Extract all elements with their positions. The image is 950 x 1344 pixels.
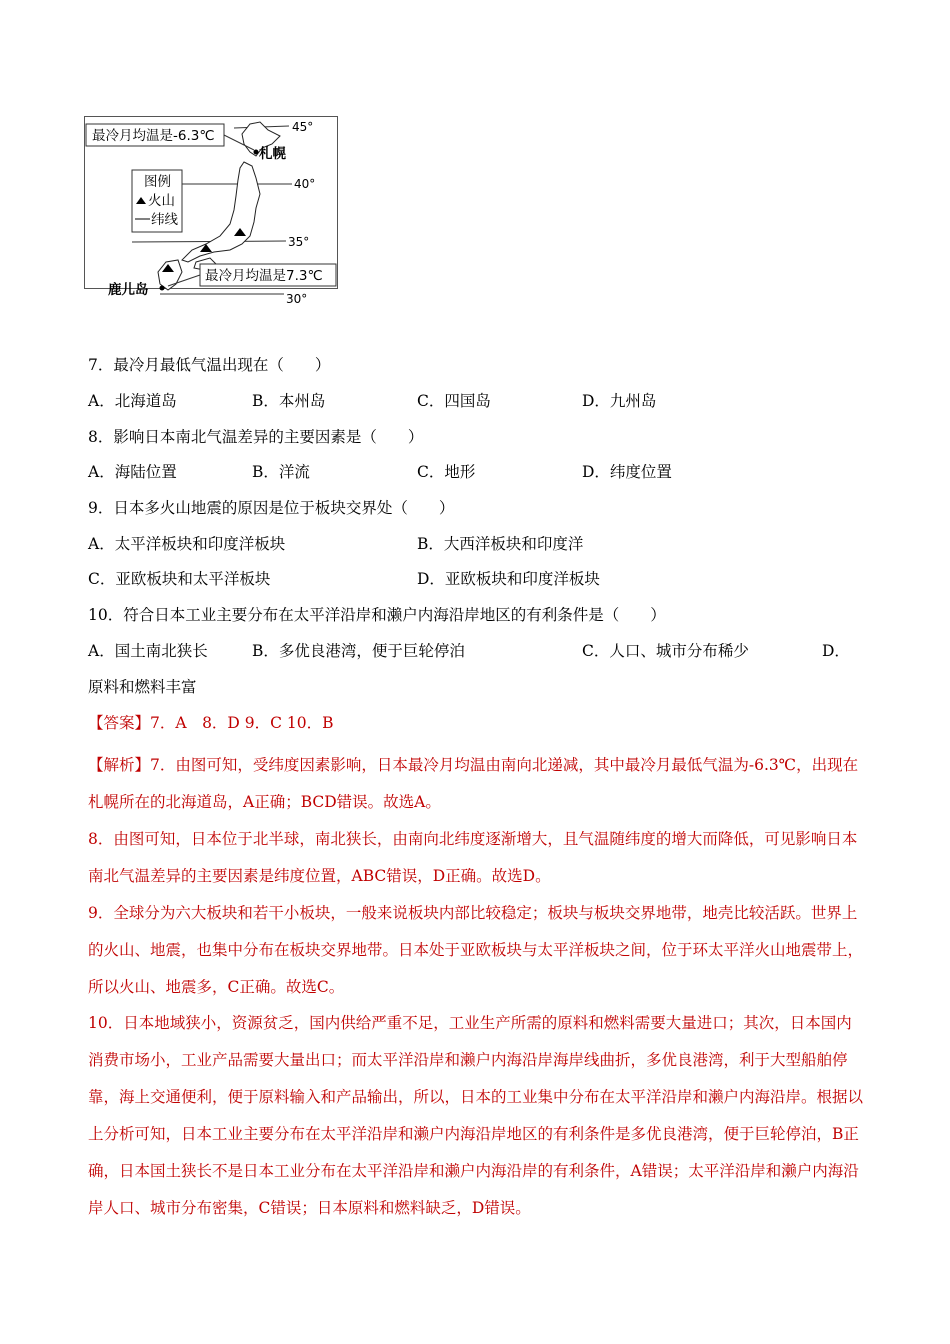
legend-title: 图例 [144, 174, 171, 190]
analysis-8: 8．由图可知，日本位于北半球，南北狭长，由南向北纬度逐渐增大，且气温随纬度的增大而降低，可见影响日本南北气温差异的主要因素是纬度位置，ABC错误，D正确。故选D。 [88, 830, 858, 885]
question-7-option-c: C．四国岛 [417, 392, 491, 410]
question-10-option-c: C．人口、城市分布稀少 [582, 642, 749, 660]
legend-latline-label: 纬线 [151, 212, 178, 228]
question-7-stem: 7．最冷月最低气温出现在（ ） [88, 356, 331, 374]
question-9-option-a: A．太平洋板块和印度洋板块 [88, 535, 286, 553]
question-10-stem: 10．符合日本工业主要分布在太平洋沿岸和濑户内海沿岸地区的有利条件是（ ） [88, 606, 666, 624]
answer-text: 7．A 8．D 9．C 10．B [150, 714, 334, 732]
honshu-island [182, 162, 260, 262]
question-8-stem: 8．影响日本南北气温差异的主要因素是（ ） [88, 428, 424, 446]
sapporo-dot [254, 150, 259, 155]
lat-label-35: 35° [288, 235, 310, 249]
answer-tag: 【答案】 [88, 714, 151, 732]
question-8-option-a: A．海陆位置 [88, 463, 177, 481]
question-10-option-b: B．多优良港湾，便于巨轮停泊 [252, 642, 465, 660]
question-7-option-d: D．九州岛 [582, 392, 657, 410]
analysis-10: 10．日本地域狭小，资源贫乏，国内供给严重不足，工业生产所需的原料和燃料需要大量进口；其次，日本国内消费市场小，工业产品需要大量出口；而太平洋沿岸和濑户内海沿岸海岸线曲折，多优良港湾，利于大型船舶停靠，海上交通便利，便于原料输入和产品输出，所以，日本的工业集中分布在太平洋沿岸和濑户内海沿岸。根据以上分析可知，日本工业主要分布在太平洋沿岸和濑户内海沿岸地区的有利条件是多优良港湾，便于巨轮停泊，B正确，日本国土狭长不是日本工业分布在太平洋沿岸和濑户内海沿岸的有利条件，A错误；太平洋沿岸和濑户内海沿岸人口、城市分布密集，C错误；日本原料和燃料缺乏，D错误。 [88, 1014, 864, 1217]
lat-label-40: 40° [294, 177, 316, 191]
question-10-option-d-text: 原料和燃料丰富 [88, 678, 197, 696]
lat-label-45: 45° [292, 120, 314, 134]
question-8-option-c: C．地形 [417, 463, 476, 481]
question-9-option-b: B．大西洋板块和印度洋 [417, 535, 584, 553]
analysis-7 [88, 747, 864, 821]
answer-line [88, 712, 334, 734]
legend-volcano-label: 火山 [148, 193, 175, 209]
analysis-7-text: 7．由图可知，受纬度因素影响，日本最冷月均温由南向北递减，其中最冷月最低气温为-6.3℃，出现在札幌所在的北海道岛，A正确；BCD错误。故选A。 [88, 756, 859, 811]
question-7-option-a: A．北海道岛 [88, 392, 177, 410]
question-7-option-b: B．本州岛 [252, 392, 326, 410]
japan-map-figure [84, 116, 346, 314]
city-sapporo-label: 札幌 [259, 146, 286, 162]
question-9-stem: 9．日本多火山地震的原因是位于板块交界处（ ） [88, 499, 455, 517]
question-8-option-b: B．洋流 [252, 463, 310, 481]
city-kagoshima-label: 鹿儿岛 [108, 282, 149, 298]
kagoshima-dot [160, 286, 165, 291]
question-10-option-d: D． [822, 642, 850, 660]
label-cold-south: 最冷月均温是7.3℃ [205, 268, 323, 284]
analysis-tag: 【解析】 [88, 756, 151, 774]
lat-label-30: 30° [286, 292, 308, 306]
question-9-option-c: C．亚欧板块和太平洋板块 [88, 570, 271, 588]
question-9-option-d: D．亚欧板块和印度洋板块 [417, 570, 600, 588]
label-cold-north: 最冷月均温是-6.3℃ [92, 128, 215, 144]
question-10-option-a: A．国土南北狭长 [88, 642, 208, 660]
japan-map [84, 116, 346, 314]
analysis-9: 9．全球分为六大板块和若干小板块，一般来说板块内部比较稳定；板块与板块交界地带，地壳比较活跃。世界上的火山、地震，也集中分布在板块交界地带。日本处于亚欧板块与太平洋板块之间，位于环太平洋火山地震带上，所以火山、地震多，C正确。故选C。 [88, 904, 864, 996]
question-8-option-d: D．纬度位置 [582, 463, 672, 481]
